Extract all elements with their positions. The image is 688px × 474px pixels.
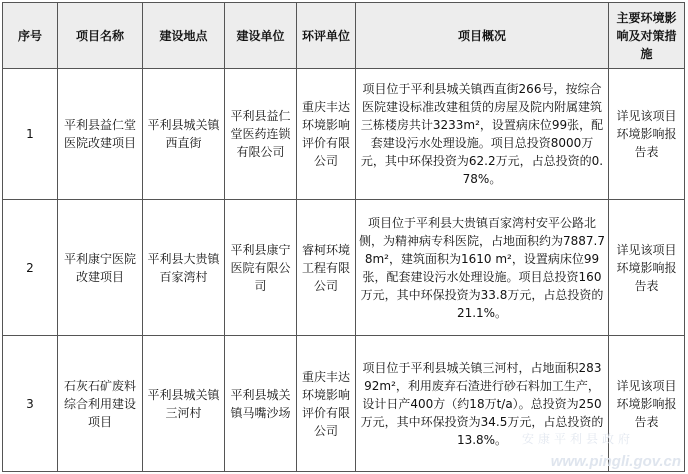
header-overview: 项目概况	[356, 3, 609, 69]
watermark-text: 安康平利县政府	[522, 432, 635, 446]
row-eia: 重庆丰达环境影响评价有限公司	[297, 336, 356, 472]
row-name: 平利县益仁堂医院改建项目	[58, 69, 143, 200]
table-row	[3, 200, 685, 336]
row-location: 平利县城关镇西直街	[143, 69, 225, 200]
row-unit: 平利县康宁医院有限公司	[225, 200, 297, 336]
row-measures: 详见该项目环境影响报告表	[609, 200, 685, 336]
row-measures: 详见该项目环境影响报告表	[609, 69, 685, 200]
row-overview: 项目位于平利县城关镇三河村，占地面积28392m²，利用废弃石渣进行砂石料加工生产，设计日产400方（约18万t/a）。总投资为250万元，其中环保投资为34.5万元，占总投资的13.8%。	[356, 336, 609, 472]
table-row	[3, 69, 685, 200]
header-eia: 环评单位	[297, 3, 356, 69]
row-unit: 平利县城关镇马嘴沙场	[225, 336, 297, 472]
header-row	[3, 3, 685, 69]
header-name: 项目名称	[58, 3, 143, 69]
table-row	[3, 336, 685, 472]
row-location: 平利县大贵镇百家湾村	[143, 200, 225, 336]
row-overview: 项目位于平利县大贵镇百家湾村安平公路北侧，为精神病专科医院，占地面积约为7887.78m²，建筑面积为1610 m²，设置病床位99张，配套建设污水处理设施。项目总投资160万元，其中环保投资为33.8万元，占总投资的21.1%。	[356, 200, 609, 336]
watermark-url: www.pingli.gov.cn	[550, 453, 681, 470]
row-eia: 睿柯环境工程有限公司	[297, 200, 356, 336]
header-measures: 主要环境影响及对策措施	[609, 3, 685, 69]
row-overview: 项目位于平利县城关镇西直街266号，按综合医院建设标准改建租赁的房屋及院内附属建筑三栋楼房共计3233m²，设置病床位99张，配套建设污水处理设施。项目总投资8000万元，其中环保投资为62.2万元，占总投资的0.78%。	[356, 69, 609, 200]
project-table	[2, 2, 685, 472]
header-location: 建设地点	[143, 3, 225, 69]
header-no: 序号	[3, 3, 58, 69]
row-name: 石灰石矿废料综合利用建设项目	[58, 336, 143, 472]
row-no: 2	[3, 200, 58, 336]
row-name: 平利康宁医院改建项目	[58, 200, 143, 336]
row-measures: 详见该项目环境影响报告表	[609, 336, 685, 472]
row-location: 平利县城关镇三河村	[143, 336, 225, 472]
row-eia: 重庆丰达环境影响评价有限公司	[297, 69, 356, 200]
header-unit: 建设单位	[225, 3, 297, 69]
row-unit: 平利县益仁堂医药连锁有限公司	[225, 69, 297, 200]
row-no: 1	[3, 69, 58, 200]
row-no: 3	[3, 336, 58, 472]
